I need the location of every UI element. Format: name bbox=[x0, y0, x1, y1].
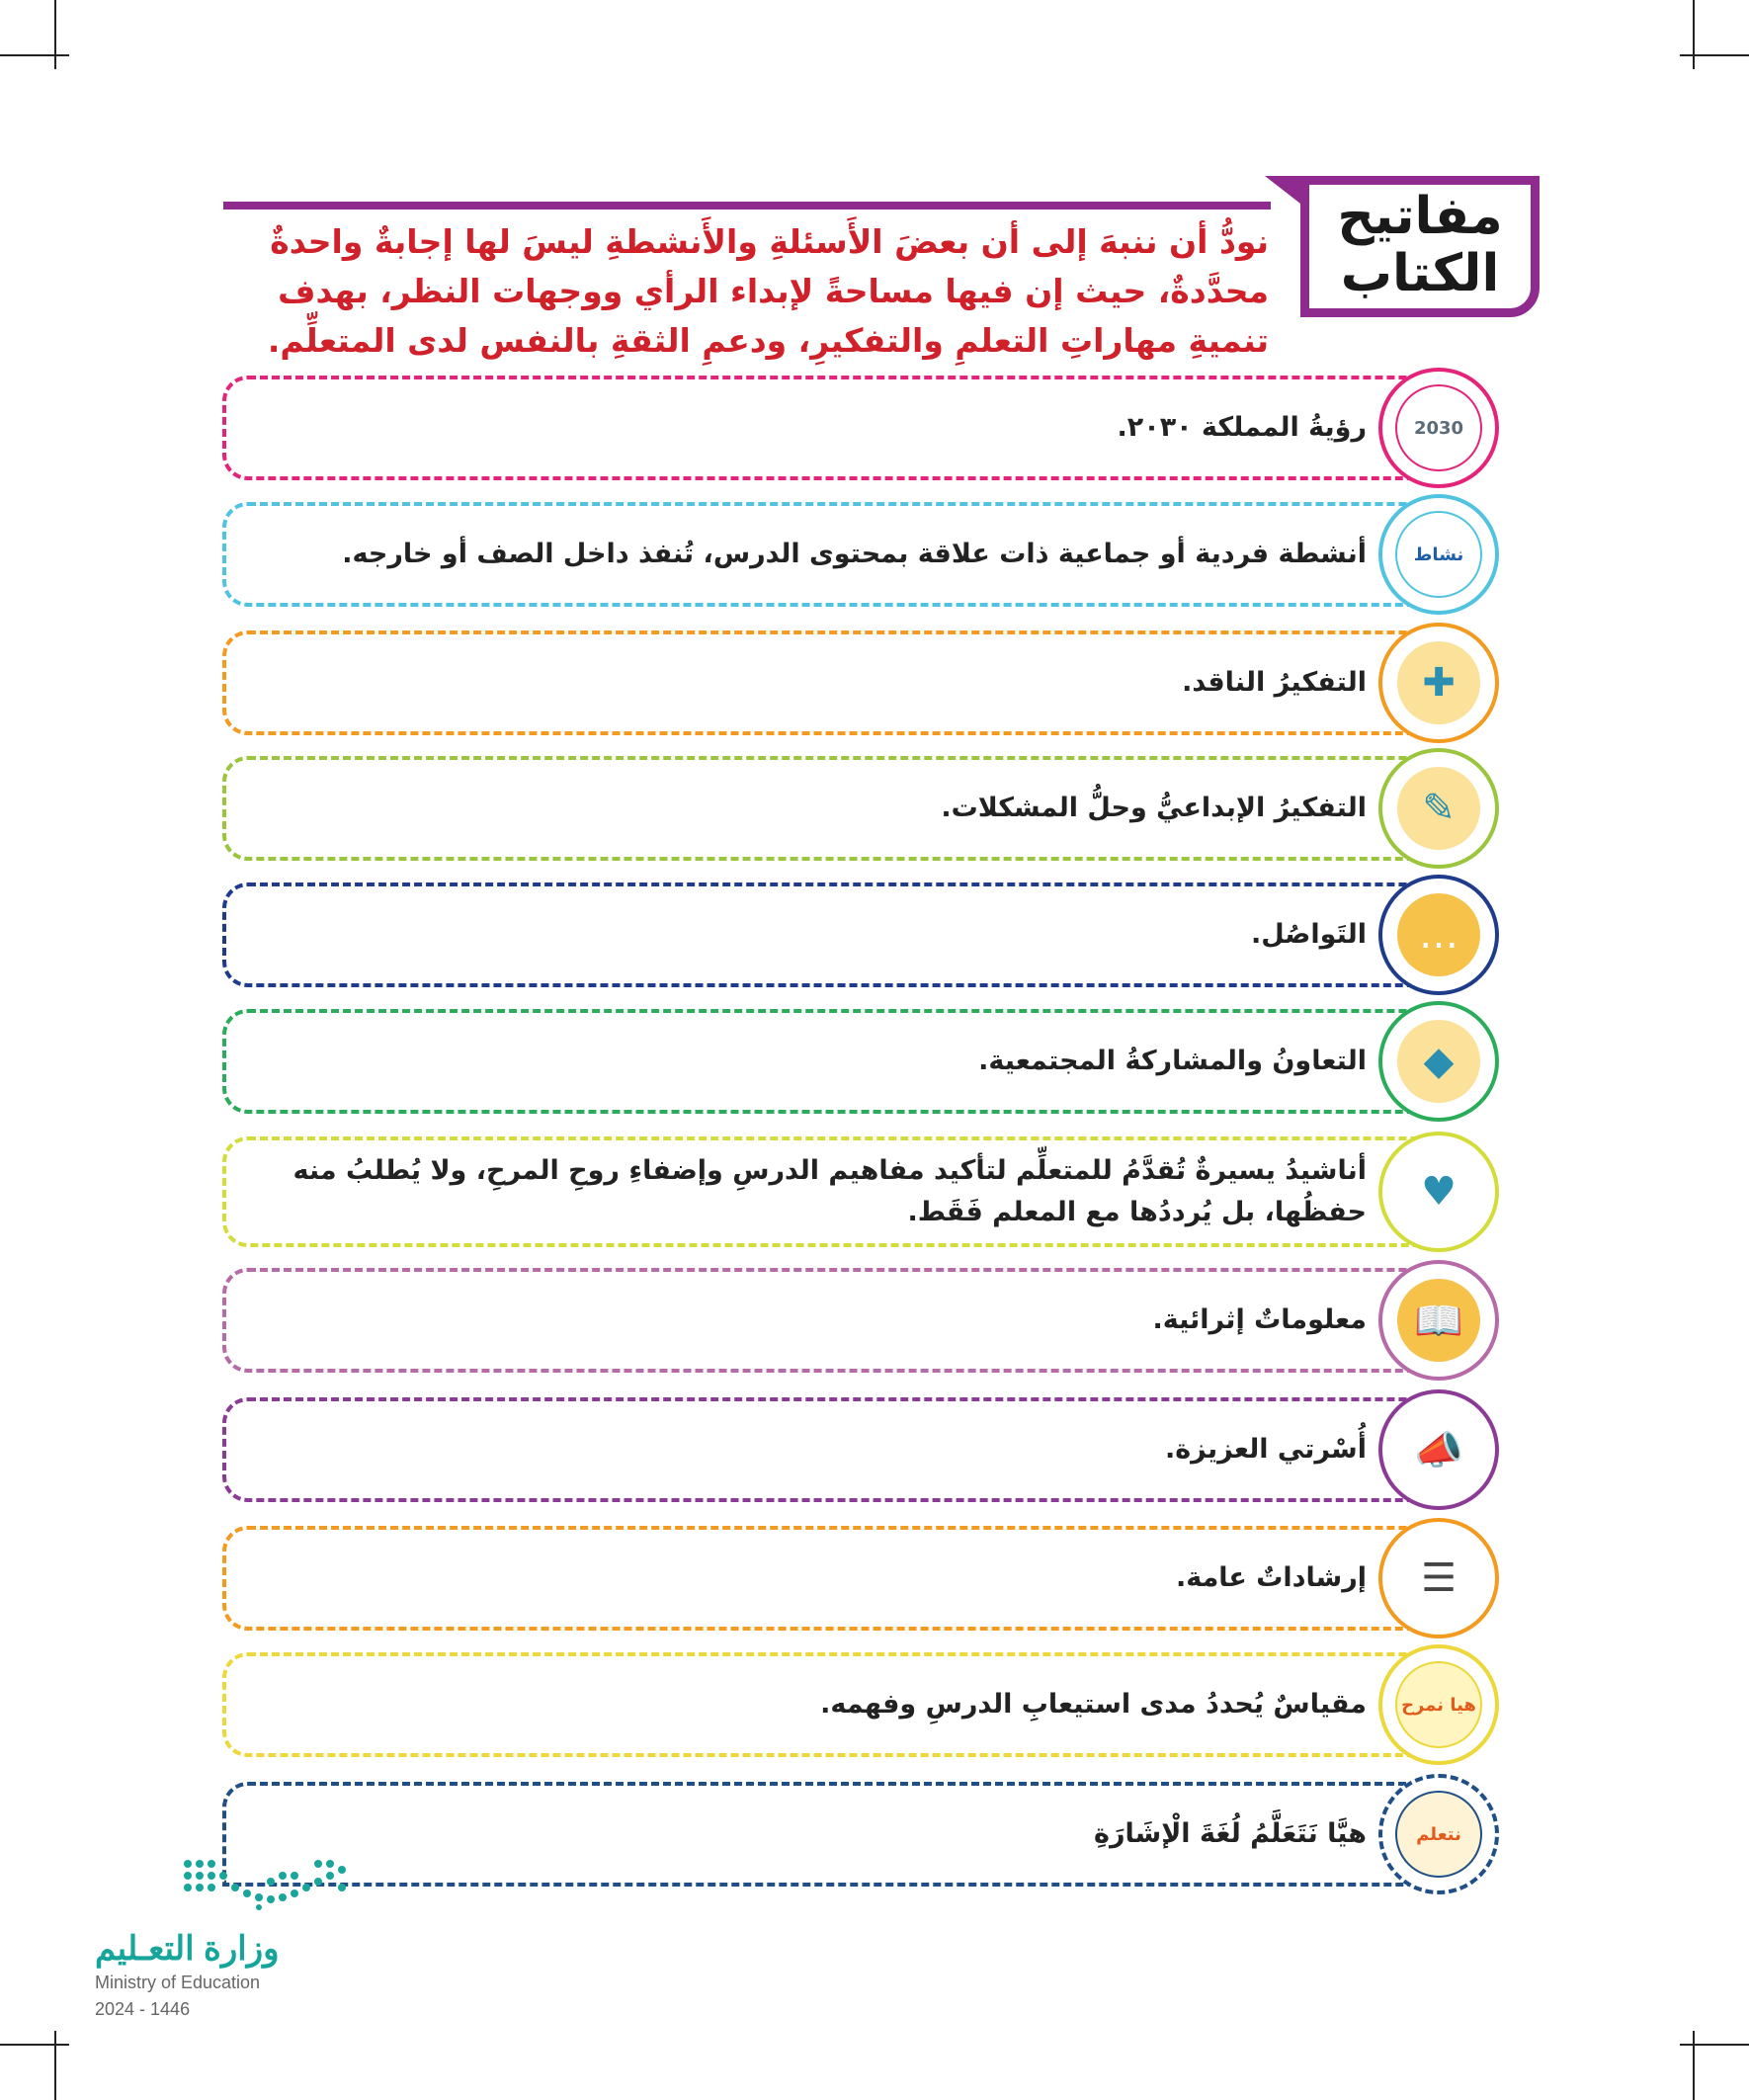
key-item bbox=[222, 1136, 1517, 1247]
crop-mark bbox=[54, 2031, 56, 2100]
key-item-text: أناشيدُ يسيرةٌ تُقدَّمُ للمتعلِّم لتأكيد مفاهيم الدرسِ وإضفاءِ روحِ المرحِ، ولا يُطلبُ منه حفظُها، بل يُرددُها مع المعلم فَقَط. bbox=[292, 1155, 1367, 1227]
title-line-1: مفاتيح bbox=[1337, 187, 1503, 246]
ministry-name-en: Ministry of Education bbox=[95, 1973, 261, 1992]
lets-have-fun-icon: هيا نمرح bbox=[1395, 1661, 1482, 1748]
key-item bbox=[222, 1782, 1517, 1887]
icon-circle bbox=[1378, 875, 1499, 995]
crop-mark bbox=[1680, 2044, 1749, 2046]
icon-circle bbox=[1378, 494, 1499, 615]
key-item-text: التفكيرُ الناقد. bbox=[1182, 667, 1367, 698]
crop-mark bbox=[0, 2044, 69, 2046]
crop-mark bbox=[1693, 0, 1695, 69]
activity-rainbow-icon: نشاط bbox=[1395, 511, 1482, 598]
header-rule bbox=[223, 202, 1271, 210]
icon-circle bbox=[1378, 1132, 1499, 1252]
icon-circle bbox=[1378, 1774, 1499, 1894]
ear-megaphone-icon: 📣 bbox=[1397, 1408, 1480, 1491]
key-item-text: أنشطة فردية أو جماعية ذات علاقة بمحتوى الدرس، تُنفذ داخل الصف أو خارجه. bbox=[342, 539, 1367, 569]
title-line-2: الكتاب bbox=[1340, 244, 1500, 303]
key-item-text: أُسْرتي العزيزة. bbox=[1164, 1434, 1367, 1465]
key-item-text: التفكيرُ الإبداعيُّ وحلُّ المشكلات. bbox=[941, 793, 1367, 823]
page-title bbox=[1300, 176, 1540, 317]
crop-mark bbox=[54, 0, 56, 69]
key-item-text: هيَّا نَتَعَلَّمُ لُغَةَ الْإشَارَةِ bbox=[1094, 1818, 1367, 1849]
title-notch bbox=[1265, 176, 1300, 204]
intro-paragraph: نودُّ أن ننبهَ إلى أن بعضَ الأَسئلةِ والأَنشطةِ ليسَ لها إجابةٌ واحدةٌ محدَّدةٌ، حيث إن فيها مساحةً لإبداء الرأي ووجهات النظر، بهدف تنميةِ مهاراتِ التعلمِ والتفكيرِ، ودعمِ الثقةِ بالنفس لدى المتعلِّم. bbox=[267, 222, 1269, 360]
puzzle-icon: ✚ bbox=[1397, 641, 1480, 724]
document-list-icon: ☰ bbox=[1397, 1537, 1480, 1620]
tools-icon: ✎ bbox=[1397, 767, 1480, 850]
ministry-brand bbox=[95, 1929, 332, 2020]
sign-language-kids-icon: نتعلم bbox=[1395, 1791, 1482, 1878]
saudi-map-icon: ◆ bbox=[1397, 1020, 1480, 1103]
key-item-text: مقياسٌ يُحددُ مدى استيعابِ الدرسِ وفهمه. bbox=[820, 1689, 1367, 1720]
crop-mark bbox=[1680, 54, 1749, 56]
key-item bbox=[222, 1526, 1517, 1631]
crop-mark bbox=[0, 54, 69, 56]
icon-circle bbox=[1378, 1260, 1499, 1381]
crop-mark bbox=[1693, 2031, 1695, 2100]
edition-year: 2024 - 1446 bbox=[95, 1999, 191, 2019]
key-item-text: معلوماتٌ إثرائية. bbox=[1152, 1304, 1367, 1335]
key-item bbox=[222, 756, 1517, 861]
ministry-name-ar: وزارة التعـليم bbox=[95, 1930, 280, 1968]
chat-bubble-icon: … bbox=[1397, 893, 1480, 976]
open-book-icon: 📖 bbox=[1397, 1279, 1480, 1362]
key-item bbox=[222, 1652, 1517, 1757]
key-item bbox=[222, 1268, 1517, 1373]
icon-circle bbox=[1378, 1001, 1499, 1122]
icon-circle bbox=[1378, 1389, 1499, 1510]
key-item-text: التَواصُل. bbox=[1250, 919, 1367, 950]
key-item-text: إرشاداتٌ عامة. bbox=[1175, 1562, 1367, 1593]
vision-2030-logo-icon: 2030 bbox=[1395, 384, 1482, 471]
key-item bbox=[222, 1009, 1517, 1114]
icon-circle bbox=[1378, 748, 1499, 869]
key-item bbox=[222, 630, 1517, 735]
key-item-text: رؤيةُ المملكة ٢٠٣٠. bbox=[1117, 412, 1367, 443]
family-heart-icon: ♥ bbox=[1397, 1150, 1480, 1233]
key-item bbox=[222, 376, 1517, 480]
icon-circle bbox=[1378, 368, 1499, 488]
ministry-logo-dots bbox=[178, 1856, 356, 1911]
icon-circle bbox=[1378, 623, 1499, 743]
key-item bbox=[222, 502, 1517, 607]
icon-circle bbox=[1378, 1644, 1499, 1765]
key-item bbox=[222, 1397, 1517, 1502]
key-item bbox=[222, 882, 1517, 987]
key-item-text: التعاونُ والمشاركةُ المجتمعية. bbox=[978, 1046, 1367, 1076]
icon-circle bbox=[1378, 1518, 1499, 1638]
